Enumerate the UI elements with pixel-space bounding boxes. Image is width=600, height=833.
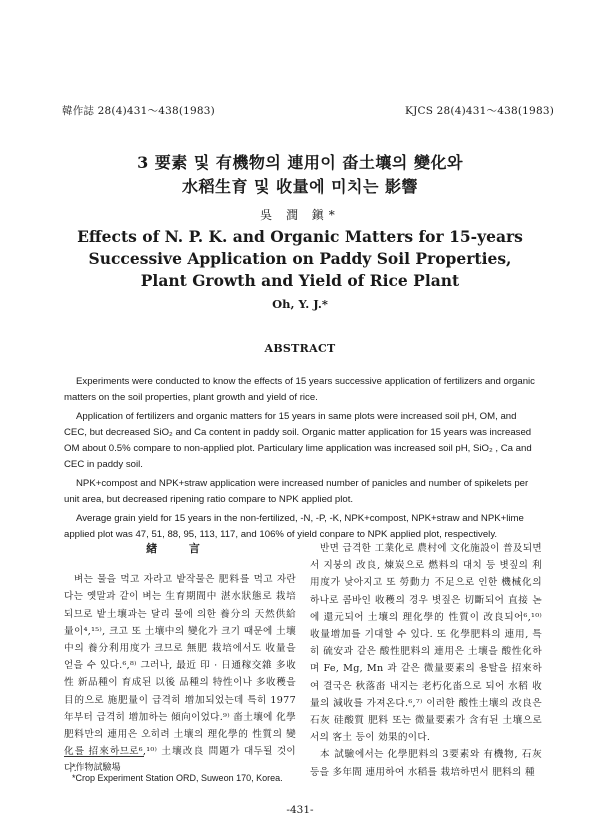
abstract-paragraph: Experiments were conducted to know the effects of 15 years successive application of fertilizers and organic matters on the soil properties, plant growth and yield of rice. bbox=[64, 376, 535, 403]
english-title-line-1: Effects of N. P. K. and Organic Matters for 15-years bbox=[77, 227, 523, 246]
abstract-paragraph: Average grain yield for 15 years in the non-fertilized, -N, -P, -K, NPK+compost, NPK+straw and NPK+lime applied plot was 47, 51, 88, 95, 113, 117, and 106% of yield conpare to NPK applied plot, respectively. bbox=[64, 513, 524, 540]
abstract-paragraph: NPK+compost and NPK+straw application were increased number of panicles and number of spikelets per unit area, but decreased ripening ratio compare to NPK applied plot. bbox=[64, 478, 529, 505]
left-column bbox=[64, 540, 296, 778]
introduction-heading: 緖 言 bbox=[146, 542, 214, 555]
footnote-affiliation-english: *Crop Experiment Station ORD, Suweon 170, Korea. bbox=[72, 773, 283, 783]
english-author: Oh, Y. J.* bbox=[272, 297, 328, 311]
korean-title-line-1: 3 要素 및 有機物의 連用이 畓土壤의 變化와 bbox=[137, 153, 463, 172]
right-paragraph-1: 반면 급격한 工業化로 農村에 文化施設이 普及되면서 지붕의 改良, 煉炭으로 燃料의 대치 등 볏짚의 利用度가 낮아지고 또 勞動力 不足으로 인한 機械化의 하나로 콤바인 收穫의 경우 볏짚은 切斷되어 直接 논에 還元되어 土壤의 理化學的 性質이 改良되어⁶,¹⁰⁾ 收量增加를 기대할 수 있다. 또 化學肥料의 連用, 특히 硫安과 같은 酸性肥料의 連用은 土壤을 酸性化하며 Fe, Mg, Mn 과 같은 微量要素의 용탈을 招來하여 결국은 秋落畓 내지는 老朽化畓으로 되어 水稻 收量의 減收를 가져온다.⁶,⁷⁾ 이러한 酸性土壤의 改良은 石灰 硅酸質 肥料 또는 微量要素가 含有된 土壤으로서의 客土 등이 効果的이다. bbox=[310, 543, 542, 744]
footnote-affiliation-korean: *作物試驗場 bbox=[72, 762, 121, 772]
introduction-paragraph: 벼는 물을 먹고 자라고 밭작물은 肥料를 먹고 자란다는 옛말과 같이 벼는 生育期間中 湛水狀態로 栽培되므로 밭土壤과는 달리 물에 의한 養分의 天然供給量이⁴,¹⁵⁾, 크고 또 土壤中의 變化가 크기 때문에 土壤中의 養分利用度가 크므로 無肥 栽培에서도 收量을 얻을 수 있다.⁶,⁸⁾ 그러나, 最近 印 · 日通稼交雜 多收性 新品種이 育成된 以後 品種의 特性이나 多收穫을 目的으로 施肥量이 급격히 增加되었는데 특히 1977年부터 급격히 增加하는 傾向이었다.⁹⁾ 畓土壤에 化學肥料만의 連用은 오히려 土壤의 理化學的 性質의 變化를 招來하므로⁶,¹⁰⁾ 土壤改良 問題가 대두될 것이다. bbox=[64, 574, 296, 775]
korean-title-line-2: 水稻生育 및 收量에 미치는 影響 bbox=[181, 177, 419, 196]
abstract-body bbox=[64, 374, 540, 546]
abstract-heading: ABSTRACT bbox=[264, 342, 336, 355]
journal-citation-english: KJCS 28(4)431～438(1983) bbox=[405, 105, 554, 117]
english-title-line-3: Plant Growth and Yield of Rice Plant bbox=[140, 271, 460, 290]
english-title-line-2: Successive Application on Paddy Soil Properties, bbox=[88, 249, 512, 268]
right-paragraph-2: 本 試驗에서는 化學肥料의 3要素와 有機物, 石灰등을 多年間 連用하여 水稻를 栽培하면서 肥料의 種 bbox=[310, 749, 542, 778]
korean-author: 吳 潤 鎭* bbox=[260, 208, 340, 222]
right-column bbox=[310, 540, 542, 781]
abstract-paragraph: Application of fertilizers and organic matters for 15 years in same plots were increased soil pH, OM, and CEC, but decreased SiO₂ and Ca content in paddy soil. Organic matter application for 15 years was increased OM about 0.5% compare to non-applied plot. Particulary lime application was increased soil pH, SiO₂ , Ca and CEC in paddy soil. bbox=[64, 411, 532, 470]
footnote-divider bbox=[64, 756, 144, 757]
page-number: -431- bbox=[286, 804, 314, 816]
journal-citation-korean: 韓作誌 28(4)431～438(1983) bbox=[62, 105, 215, 117]
